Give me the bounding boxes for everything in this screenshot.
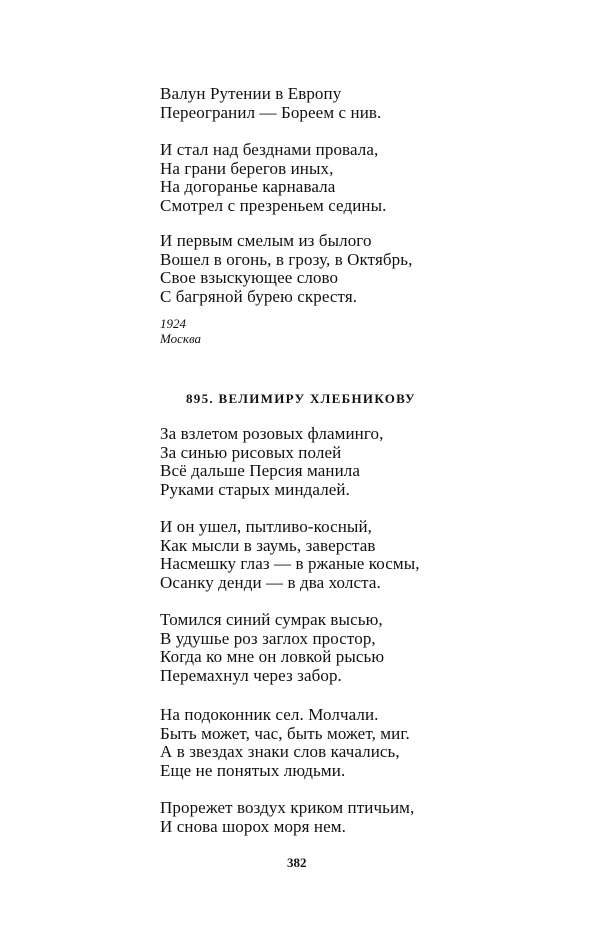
stanza <box>160 799 414 836</box>
verse-line: И снова шорох моря нем. <box>160 816 346 836</box>
poem-date: 1924 <box>160 316 186 331</box>
verse-line: И стал над безднами провала, <box>160 140 379 159</box>
stanza <box>160 518 420 592</box>
verse-line: Осанку денди — в два холста. <box>160 572 381 592</box>
verse-line: А в звездах знаки слов качались, <box>160 742 400 762</box>
stanza <box>160 141 387 215</box>
verse-line: Валун Рутении в Европу <box>160 84 342 103</box>
stanza <box>160 425 383 499</box>
verse-line: Прорежет воздух криком птичьим, <box>160 798 415 817</box>
verse-line: И первым смелым из былого <box>160 231 372 250</box>
stanza <box>160 85 381 122</box>
verse-line: Еще не понятых людьми. <box>160 760 346 780</box>
stanza <box>160 232 412 306</box>
verse-line: Быть может, час, быть может, миг. <box>160 723 410 743</box>
verse-line: На грани берегов иных, <box>160 158 334 178</box>
verse-line: С багряной бурею скрестя. <box>160 286 358 306</box>
verse-line: Руками старых миндалей. <box>160 479 350 499</box>
poem-place: Москва <box>160 331 202 346</box>
verse-line: И он ушел, пытливо-косный, <box>160 517 373 536</box>
verse-line: Томился синий сумрак высью, <box>160 610 383 629</box>
verse-line: За взлетом розовых фламинго, <box>160 424 384 443</box>
verse-line: Вошел в огонь, в грозу, в Октябрь, <box>160 249 413 269</box>
verse-line: Смотрел с презреньем седины. <box>160 195 387 215</box>
stanza <box>160 611 384 685</box>
verse-line: В удушье роз заглох простор, <box>160 628 376 648</box>
verse-line: Всё дальше Персия манила <box>160 461 360 481</box>
verse-line: На догоранье карнавала <box>160 177 336 197</box>
verse-line: За синью рисовых полей <box>160 442 342 462</box>
verse-line: Переогранил — Бореем с нив. <box>160 102 382 122</box>
verse-line: Свое взыскующее слово <box>160 268 339 288</box>
poem-dateline <box>160 316 201 346</box>
stanza <box>160 706 410 780</box>
verse-line: Перемахнул через забор. <box>160 665 342 685</box>
verse-line: Когда ко мне он ловкой рысью <box>160 647 385 667</box>
verse-line: Насмешку глаз — в ржаные космы, <box>160 554 420 574</box>
verse-line: На подоконник сел. Молчали. <box>160 705 379 724</box>
page-number: 382 <box>287 855 307 870</box>
poem-title: 895. ВЕЛИМИРУ ХЛЕБНИКОВУ <box>186 391 416 406</box>
verse-line: Как мысли в заумь, заверстав <box>160 535 376 555</box>
